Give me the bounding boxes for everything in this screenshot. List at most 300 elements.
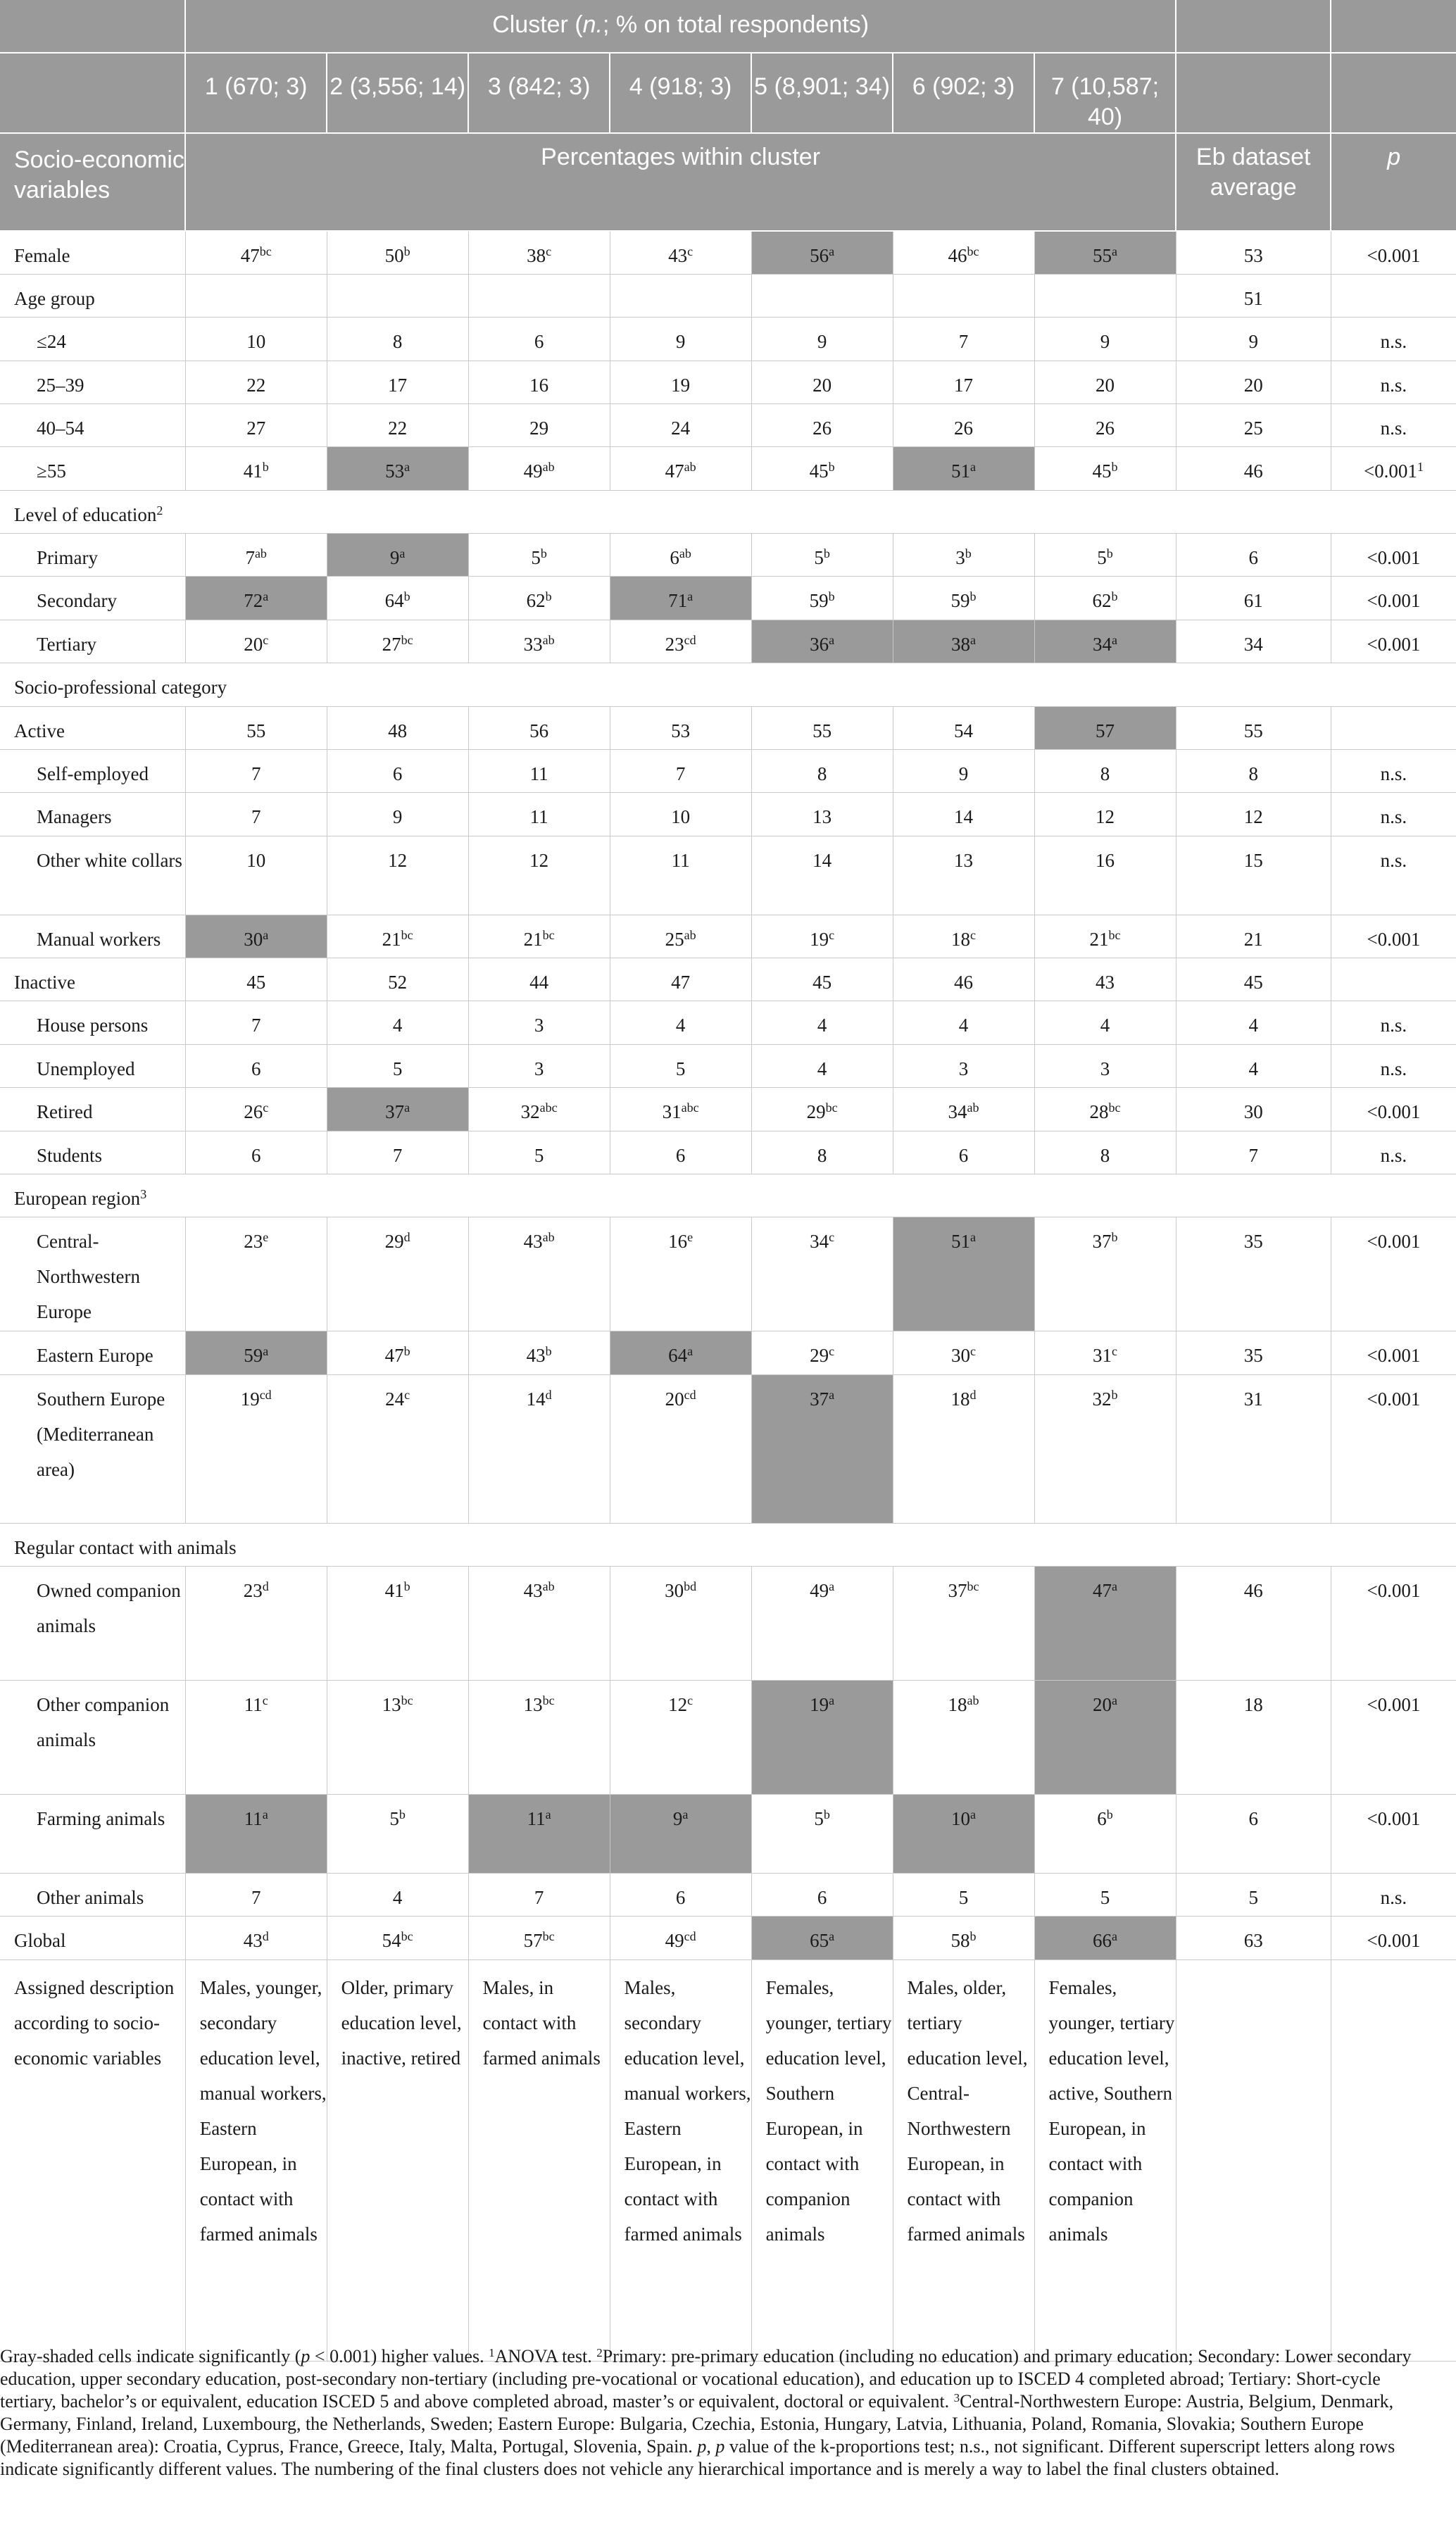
row-label: Tertiary <box>0 620 185 663</box>
cell-eb-average: 20 <box>1176 360 1331 403</box>
table-row-global <box>0 1916 1456 1959</box>
cell-cluster-5: 4 <box>751 1044 893 1087</box>
cell-cluster-1: 10 <box>185 836 327 915</box>
row-label: Inactive <box>0 958 185 1001</box>
cell-p-value <box>1331 706 1456 749</box>
cluster-header-7: 7 (10,587; 40) <box>1034 53 1176 133</box>
cell-cluster-4: 12$^c$ <box>610 1680 751 1794</box>
cell-eb-average: 7 <box>1176 1131 1331 1174</box>
cell-p-value: <0.001 <box>1331 1331 1456 1374</box>
table-row-secondary <box>0 576 1456 620</box>
cell-cluster-6: 46 <box>893 958 1034 1001</box>
cell-cluster-2: 5 <box>327 1044 468 1087</box>
cell-cluster-4: 4 <box>610 1001 751 1044</box>
table-row-inactive <box>0 958 1456 1001</box>
cell-eb-average: 8 <box>1176 749 1331 792</box>
cell-eb-average: 53 <box>1176 231 1331 274</box>
table-row-age-25-39 <box>0 360 1456 403</box>
cell-eb-average: 35 <box>1176 1331 1331 1374</box>
cell-eb-average: 46 <box>1176 1566 1331 1680</box>
cell-cluster-7: 20 <box>1034 360 1176 403</box>
cell-cluster-5: 56$^a$ <box>751 231 893 274</box>
cell-cluster-4: 16e <box>610 1217 751 1331</box>
cell-cluster-6: 7 <box>893 317 1034 360</box>
description-cluster-2: Older, primary education level, inactive, retired <box>327 1959 468 2361</box>
cell-p-value <box>1331 274 1456 317</box>
table-row-active <box>0 706 1456 749</box>
cell-p-value: <0.001 <box>1331 1680 1456 1794</box>
row-label: Primary <box>0 533 185 576</box>
cell-cluster-3: $43^{ab}$ <box>468 1217 610 1331</box>
cell-cluster-3: 43$^b$ <box>468 1331 610 1374</box>
cell-cluster-3: $21^{bc}$ <box>468 915 610 958</box>
cell-cluster-6: 4 <box>893 1001 1034 1044</box>
cell-cluster-5: 45 <box>751 958 893 1001</box>
cell-cluster-3: 5$^b$ <box>468 533 610 576</box>
table-row-age-group <box>0 274 1456 317</box>
table-row-retired <box>0 1087 1456 1131</box>
cell-cluster-5: 13 <box>751 792 893 836</box>
cell-cluster-2: 8 <box>327 317 468 360</box>
cell-eb-average: 31 <box>1176 1374 1331 1523</box>
cell-cluster-2: 64$^b$ <box>327 576 468 620</box>
cell-p-value: n.s. <box>1331 1873 1456 1916</box>
cell-p-value: n.s. <box>1331 1044 1456 1087</box>
row-label: Assigned description according to socio-economic variables <box>0 1959 185 2361</box>
description-cluster-4: Males, secondary education level, manual workers, Eastern European, in contact with farmed animals <box>610 1959 751 2361</box>
row-label: Other animals <box>0 1873 185 1916</box>
cell-eb-average: 34 <box>1176 620 1331 663</box>
cell-cluster-3: 29 <box>468 403 610 446</box>
cell-cluster-6: 3$^b$ <box>893 533 1034 576</box>
cell-cluster-6: 51$^a$ <box>893 446 1034 490</box>
cell-cluster-3: $57^{bc}$ <box>468 1916 610 1959</box>
table-row-primary <box>0 533 1456 576</box>
cell-cluster-6: 51$^a$ <box>893 1217 1034 1331</box>
cell-eb-average: 45 <box>1176 958 1331 1001</box>
header-row-labels <box>0 133 1456 231</box>
cell-cluster-4: 5 <box>610 1044 751 1087</box>
cell-p-value: <0.001 <box>1331 620 1456 663</box>
cell-cluster-1: 6 <box>185 1044 327 1087</box>
row-label: Other companion animals <box>0 1680 185 1794</box>
row-label: 40–54 <box>0 403 185 446</box>
cell-cluster-2: 29$^d$ <box>327 1217 468 1331</box>
cell-eb-average: 61 <box>1176 576 1331 620</box>
cell-cluster-7: 9 <box>1034 317 1176 360</box>
cell-cluster-3: 11 <box>468 749 610 792</box>
cell-cluster-6: 30$^c$ <box>893 1331 1034 1374</box>
eb-average-header: Eb dataset average <box>1176 133 1331 231</box>
cell-cluster-6: $37^{bc}$ <box>893 1566 1034 1680</box>
cell-cluster-7: $21^{bc}$ <box>1034 915 1176 958</box>
cell-cluster-6: 59$^b$ <box>893 576 1034 620</box>
cell-eb-average: 6 <box>1176 533 1331 576</box>
cluster-header-1: 1 (670; 3) <box>185 53 327 133</box>
row-label: Age group <box>0 274 185 317</box>
cell-eb-average: 9 <box>1176 317 1331 360</box>
cell-p-value: $<0.001^1$ <box>1331 446 1456 490</box>
cell-cluster-7: 32$^b$ <box>1034 1374 1176 1523</box>
cell-cluster-3: 44 <box>468 958 610 1001</box>
cell-cluster-4: $47^{ab}$ <box>610 446 751 490</box>
cell-cluster-3: $43^{ab}$ <box>468 1566 610 1680</box>
cell-cluster-5: 9 <box>751 317 893 360</box>
row-label: Global <box>0 1916 185 1959</box>
cell-cluster-7: 16 <box>1034 836 1176 915</box>
cell-cluster-1: 23$^d$ <box>185 1566 327 1680</box>
cell-cluster-7: 5 <box>1034 1873 1176 1916</box>
cell-cluster-7: 12 <box>1034 792 1176 836</box>
cell-cluster-2: 48 <box>327 706 468 749</box>
section-heading: Level of education$^2$ <box>0 490 1456 533</box>
cell-p-value: <0.001 <box>1331 231 1456 274</box>
cell-cluster-4: 47 <box>610 958 751 1001</box>
cell-cluster-4: $23^{cd}$ <box>610 620 751 663</box>
cell-cluster-2: 7 <box>327 1131 468 1174</box>
row-label: Owned companion animals <box>0 1566 185 1680</box>
cell-cluster-3: 62$^b$ <box>468 576 610 620</box>
cell-cluster-1: 43$^d$ <box>185 1916 327 1959</box>
cell-cluster-1: 7 <box>185 1001 327 1044</box>
cell-cluster-7: 26 <box>1034 403 1176 446</box>
cell-cluster-2: 4 <box>327 1001 468 1044</box>
cell-eb-average: 5 <box>1176 1873 1331 1916</box>
cell-cluster-1: 7 <box>185 749 327 792</box>
cell-cluster-1: 7 <box>185 792 327 836</box>
cell-cluster-2: 4 <box>327 1873 468 1916</box>
section-heading: Socio-professional category <box>0 663 1456 706</box>
cell-cluster-6 <box>893 274 1034 317</box>
cell-cluster-4: 71$^a$ <box>610 576 751 620</box>
cell-cluster-7: 45$^b$ <box>1034 446 1176 490</box>
row-label: Eastern Europe <box>0 1331 185 1374</box>
cell-cluster-4: $49^{cd}$ <box>610 1916 751 1959</box>
cell-cluster-6: 9 <box>893 749 1034 792</box>
cell-cluster-5: 36$^a$ <box>751 620 893 663</box>
cell-cluster-6: $34^{ab}$ <box>893 1087 1034 1131</box>
cell-cluster-6: 18$^d$ <box>893 1374 1034 1523</box>
cell-cluster-4: $30^{bd}$ <box>610 1566 751 1680</box>
p-value-header: p <box>1331 133 1456 231</box>
table-row-managers <box>0 792 1456 836</box>
table-row-unemployed <box>0 1044 1456 1087</box>
cell-cluster-3: $13^{bc}$ <box>468 1680 610 1794</box>
cell-cluster-6: $46^{bc}$ <box>893 231 1034 274</box>
row-label: Southern Europe (Mediterranean area) <box>0 1374 185 1523</box>
cell-cluster-7: 57 <box>1034 706 1176 749</box>
row-label: Other white collars <box>0 836 185 915</box>
cell-eb-average: 4 <box>1176 1001 1331 1044</box>
cell-cluster-7: 66$^a$ <box>1034 1916 1176 1959</box>
cell-p-value: n.s. <box>1331 792 1456 836</box>
cell-cluster-6: 10$^a$ <box>893 1794 1034 1873</box>
cell-cluster-3: 11$^a$ <box>468 1794 610 1873</box>
row-label: Manual workers <box>0 915 185 958</box>
cell-cluster-1: 59$^a$ <box>185 1331 327 1374</box>
cell-cluster-2: $54^{bc}$ <box>327 1916 468 1959</box>
cell-p-value: n.s. <box>1331 749 1456 792</box>
row-label-header: Socio-economic variables <box>0 133 185 231</box>
table-row-students <box>0 1131 1456 1174</box>
cell-cluster-4: $31^{abc}$ <box>610 1087 751 1131</box>
cell-cluster-6: 58$^b$ <box>893 1916 1034 1959</box>
description-cluster-7: Females, younger, tertiary education level, active, Southern European, in contact with companion animals <box>1034 1959 1176 2361</box>
cell-p-value: <0.001 <box>1331 533 1456 576</box>
cell-cluster-1: $47^{bc}$ <box>185 231 327 274</box>
cell-cluster-4: 7 <box>610 749 751 792</box>
cell-p-value: <0.001 <box>1331 915 1456 958</box>
cell-cluster-7: 6$^b$ <box>1034 1794 1176 1873</box>
cell-cluster-3: 5 <box>468 1131 610 1174</box>
cell-cluster-5: 19$^c$ <box>751 915 893 958</box>
cell-cluster-3: $32^{abc}$ <box>468 1087 610 1131</box>
table-row-farming <box>0 1794 1456 1873</box>
cell-cluster-4: 11 <box>610 836 751 915</box>
cell-cluster-2: 17 <box>327 360 468 403</box>
cell-cluster-3: 56 <box>468 706 610 749</box>
cell-cluster-5: 59$^b$ <box>751 576 893 620</box>
cell-cluster-5: 49$^a$ <box>751 1566 893 1680</box>
cell-cluster-7: 62$^b$ <box>1034 576 1176 620</box>
table-row-house-persons <box>0 1001 1456 1044</box>
row-label: Female <box>0 231 185 274</box>
table-row-description <box>0 1959 1456 2361</box>
table-row-central-nw <box>0 1217 1456 1331</box>
description-cluster-3: Males, in contact with farmed animals <box>468 1959 610 2361</box>
cell-cluster-3: $33^{ab}$ <box>468 620 610 663</box>
table-row-age-40-54 <box>0 403 1456 446</box>
cell-cluster-2: 50$^b$ <box>327 231 468 274</box>
cell-eb-average: 46 <box>1176 446 1331 490</box>
table-row-other-companion <box>0 1680 1456 1794</box>
header-empty-cell <box>1176 0 1331 53</box>
cell-cluster-2: 52 <box>327 958 468 1001</box>
cell-cluster-3 <box>468 274 610 317</box>
cell-cluster-5: 5$^b$ <box>751 1794 893 1873</box>
cell-cluster-6: 5 <box>893 1873 1034 1916</box>
header-empty-cell <box>1331 53 1456 133</box>
table-row-eastern <box>0 1331 1456 1374</box>
cell-cluster-7: $28^{bc}$ <box>1034 1087 1176 1131</box>
cell-cluster-6: 26 <box>893 403 1034 446</box>
cell-cluster-6: $18^{ab}$ <box>893 1680 1034 1794</box>
table-row-other-animals <box>0 1873 1456 1916</box>
row-label: ≥55 <box>0 446 185 490</box>
empty-cell <box>1176 1959 1331 2361</box>
cell-cluster-6: 38$^a$ <box>893 620 1034 663</box>
cell-cluster-4: 9 <box>610 317 751 360</box>
cell-cluster-3: 16 <box>468 360 610 403</box>
cluster-header-2: 2 (3,556; 14) <box>327 53 468 133</box>
cell-cluster-1: 11$^c$ <box>185 1680 327 1794</box>
cluster-header-3: 3 (842; 3) <box>468 53 610 133</box>
row-label: Self-employed <box>0 749 185 792</box>
cell-p-value: <0.001 <box>1331 576 1456 620</box>
cell-cluster-6: 13 <box>893 836 1034 915</box>
row-label: Farming animals <box>0 1794 185 1873</box>
cell-cluster-2: 37$^a$ <box>327 1087 468 1131</box>
cell-cluster-7: 34$^a$ <box>1034 620 1176 663</box>
cell-cluster-2: 24$^c$ <box>327 1374 468 1523</box>
cell-cluster-5: 55 <box>751 706 893 749</box>
cell-cluster-5: 34$^c$ <box>751 1217 893 1331</box>
table-row-tertiary <box>0 620 1456 663</box>
cell-cluster-1: $19^{cd}$ <box>185 1374 327 1523</box>
cell-cluster-1: $7^{ab}$ <box>185 533 327 576</box>
row-label: Students <box>0 1131 185 1174</box>
cell-cluster-7: 5$^b$ <box>1034 533 1176 576</box>
table-row-socio-prof <box>0 663 1456 706</box>
header-empty-cell <box>1331 0 1456 53</box>
table-row-region <box>0 1174 1456 1217</box>
cell-cluster-2: 12 <box>327 836 468 915</box>
cell-cluster-3: $49^{ab}$ <box>468 446 610 490</box>
cell-p-value: <0.001 <box>1331 1794 1456 1873</box>
cell-eb-average: 15 <box>1176 836 1331 915</box>
table-row-manual-workers <box>0 915 1456 958</box>
cell-cluster-3: 7 <box>468 1873 610 1916</box>
table-row-southern <box>0 1374 1456 1523</box>
cell-cluster-4 <box>610 274 751 317</box>
cell-cluster-4: 6 <box>610 1873 751 1916</box>
cell-cluster-3: 11 <box>468 792 610 836</box>
cell-p-value: <0.001 <box>1331 1916 1456 1959</box>
cell-cluster-2: 22 <box>327 403 468 446</box>
cell-cluster-7: 37$^b$ <box>1034 1217 1176 1331</box>
cell-cluster-5: 6 <box>751 1873 893 1916</box>
cell-p-value: n.s. <box>1331 360 1456 403</box>
cell-cluster-5: 26 <box>751 403 893 446</box>
cell-cluster-1 <box>185 274 327 317</box>
cluster-header-6: 6 (902; 3) <box>893 53 1034 133</box>
cell-cluster-6: 3 <box>893 1044 1034 1087</box>
cell-p-value: n.s. <box>1331 403 1456 446</box>
row-label: Secondary <box>0 576 185 620</box>
cell-cluster-5: 14 <box>751 836 893 915</box>
cell-cluster-5: 4 <box>751 1001 893 1044</box>
table-row-owned-companion <box>0 1566 1456 1680</box>
row-label: Retired <box>0 1087 185 1131</box>
cluster-header-4: 4 (918; 3) <box>610 53 751 133</box>
cell-cluster-1: 55 <box>185 706 327 749</box>
percent-header: Percentages within cluster <box>185 133 1176 231</box>
table-row-white-collars <box>0 836 1456 915</box>
cell-cluster-5: 37$^a$ <box>751 1374 893 1523</box>
cell-cluster-2: $27^{bc}$ <box>327 620 468 663</box>
cell-cluster-1: 41$^b$ <box>185 446 327 490</box>
cell-eb-average: 35 <box>1176 1217 1331 1331</box>
cell-cluster-4: 24 <box>610 403 751 446</box>
cell-cluster-4: $6^{ab}$ <box>610 533 751 576</box>
cell-cluster-5: 45$^b$ <box>751 446 893 490</box>
cell-cluster-2 <box>327 274 468 317</box>
cell-eb-average: 51 <box>1176 274 1331 317</box>
cell-cluster-7: 47$^a$ <box>1034 1566 1176 1680</box>
cell-cluster-7: 31$^c$ <box>1034 1331 1176 1374</box>
table-row-contact <box>0 1523 1456 1566</box>
cell-cluster-1: 26$^c$ <box>185 1087 327 1131</box>
cell-cluster-2: 53$^a$ <box>327 446 468 490</box>
table-body <box>0 231 1456 2361</box>
table-row-age-55 <box>0 446 1456 490</box>
cluster-header-5: 5 (8,901; 34) <box>751 53 893 133</box>
cell-p-value: <0.001 <box>1331 1087 1456 1131</box>
cell-cluster-6: 17 <box>893 360 1034 403</box>
cell-cluster-3: 38$^c$ <box>468 231 610 274</box>
cell-cluster-7: 20$^a$ <box>1034 1680 1176 1794</box>
cell-cluster-4: 53 <box>610 706 751 749</box>
cell-cluster-1: 7 <box>185 1873 327 1916</box>
cell-cluster-2: $13^{bc}$ <box>327 1680 468 1794</box>
description-cluster-6: Males, older, tertiary education level, Central-Northwestern European, in contact with farmed animals <box>893 1959 1034 2361</box>
cell-eb-average: 18 <box>1176 1680 1331 1794</box>
header-empty-cell <box>0 0 185 53</box>
cell-cluster-1: 22 <box>185 360 327 403</box>
cell-cluster-5: 5$^b$ <box>751 533 893 576</box>
cell-cluster-5: 20 <box>751 360 893 403</box>
description-cluster-5: Females, younger, tertiary education level, Southern European, in contact with companion animals <box>751 1959 893 2361</box>
table-row-education <box>0 490 1456 533</box>
cell-cluster-3: 6 <box>468 317 610 360</box>
table-footnote: Gray-shaded cells indicate significantly (p < 0.001) higher values. $^1$ANOVA test. $^2$Primary: pre-primary education (including no education) and primary education; Secondary: Lower secondary education, upper secondary education, post-secondary non-tertiary (including pre-vocational or vocational education), and education up to ISCED 4 completed abroad; Tertiary: Short-cycle tertiary, bachelor’s or equivalent, education ISCED 5 and above completed abroad, master’s or equivalent, doctoral or equivalent. $^3$Central-Northwestern Europe: Austria, Belgium, Denmark, Germany, Finland, Ireland, Luxembourg, the Netherlands, Sweden; Eastern Europe: Bulgaria, Czechia, Estonia, Hungary, Latvia, Lithuania, Poland, Romania, Slovakia; Southern Europe (Mediterranean area): Croatia, Cyprus, France, Greece, Italy, Malta, Portugal, Slovenia, Spain. p, p value of the k-proportions test; n.s., not significant. Different superscript letters along rows indicate significantly different values. The numbering of the final clusters does not vehicle any hierarchical importance and is merely a way to label the final clusters obtained. <box>0 2346 1412 2479</box>
cell-cluster-5 <box>751 274 893 317</box>
row-label: House persons <box>0 1001 185 1044</box>
section-heading: Regular contact with animals <box>0 1523 1456 1566</box>
cell-eb-average: 55 <box>1176 706 1331 749</box>
cell-cluster-1: 6 <box>185 1131 327 1174</box>
cell-cluster-7: 55$^a$ <box>1034 231 1176 274</box>
cell-cluster-2: 41$^b$ <box>327 1566 468 1680</box>
cell-cluster-6: 54 <box>893 706 1034 749</box>
cell-eb-average: 6 <box>1176 1794 1331 1873</box>
cell-cluster-5: $29^{bc}$ <box>751 1087 893 1131</box>
cell-cluster-2: $21^{bc}$ <box>327 915 468 958</box>
cell-cluster-5: 29$^c$ <box>751 1331 893 1374</box>
row-label: Active <box>0 706 185 749</box>
table-row-age-24 <box>0 317 1456 360</box>
cell-cluster-5: 8 <box>751 749 893 792</box>
cell-cluster-2: 9$^a$ <box>327 533 468 576</box>
cell-cluster-7 <box>1034 274 1176 317</box>
cell-eb-average: 21 <box>1176 915 1331 958</box>
cell-cluster-4: 19 <box>610 360 751 403</box>
cell-cluster-5: 19$^a$ <box>751 1680 893 1794</box>
cell-eb-average: 30 <box>1176 1087 1331 1131</box>
cell-cluster-1: 20$^c$ <box>185 620 327 663</box>
cell-cluster-6: 14 <box>893 792 1034 836</box>
cell-cluster-2: 47$^b$ <box>327 1331 468 1374</box>
cell-cluster-3: 12 <box>468 836 610 915</box>
cell-p-value: n.s. <box>1331 317 1456 360</box>
cell-cluster-4: 43$^c$ <box>610 231 751 274</box>
cell-eb-average: 25 <box>1176 403 1331 446</box>
cell-cluster-1: 72$^a$ <box>185 576 327 620</box>
cell-cluster-2: 9 <box>327 792 468 836</box>
cell-cluster-6: 18$^c$ <box>893 915 1034 958</box>
cell-cluster-1: 30$^a$ <box>185 915 327 958</box>
cell-p-value: n.s. <box>1331 1131 1456 1174</box>
cell-cluster-5: 65$^a$ <box>751 1916 893 1959</box>
cell-cluster-4: $25^{ab}$ <box>610 915 751 958</box>
description-cluster-1: Males, younger, secondary education level, manual workers, Eastern European, in contact with farmed animals <box>185 1959 327 2361</box>
cell-cluster-4: $20^{cd}$ <box>610 1374 751 1523</box>
cell-eb-average: 12 <box>1176 792 1331 836</box>
cluster-title-n: n. <box>582 11 603 38</box>
cell-cluster-2: 5$^b$ <box>327 1794 468 1873</box>
cell-cluster-6: 6 <box>893 1131 1034 1174</box>
cell-cluster-3: 3 <box>468 1001 610 1044</box>
